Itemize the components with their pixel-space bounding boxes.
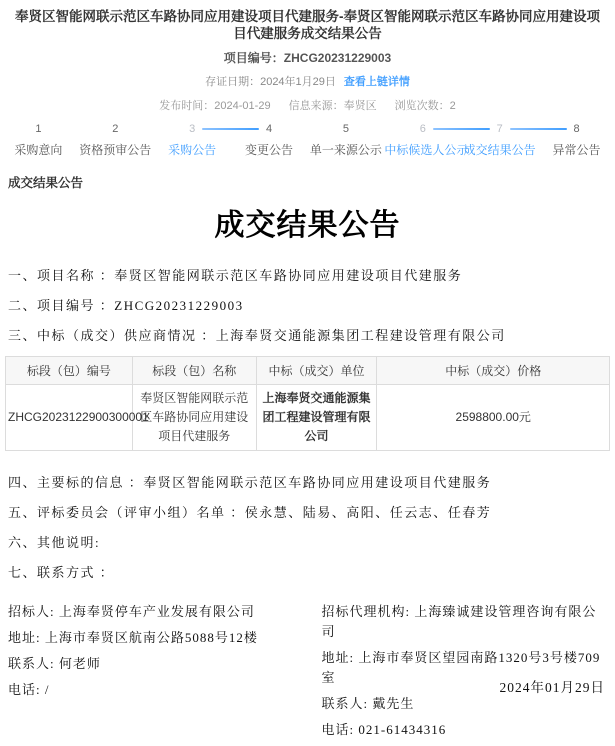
result-table (5, 356, 610, 451)
progress-bar (0, 123, 615, 159)
step-candidate-publicity[interactable]: 6 中标候选人公示 (384, 123, 469, 157)
view-count: 浏览次数：2 (394, 100, 456, 112)
page-title: 奉贤区智能网联示范区车路协同应用建设项目代建服务-奉贤区智能网联示范区车路协同应用建设项目代建服务成交结果公告 (15, 9, 600, 41)
col-header-lot-name: 标段（包）名称 (132, 357, 256, 385)
progress-connector (202, 128, 259, 130)
cert-date: 存证日期：2024年1月29日 (205, 76, 336, 88)
step-prequalification[interactable]: 2 资格预审公告 (79, 123, 152, 157)
col-header-winner: 中标（成交）单位 (256, 357, 377, 385)
step-change-notice[interactable]: 4 变更公告 (245, 123, 294, 157)
item-other-notes: 六、其他说明: (8, 535, 101, 550)
item-project-name: 一、项目名称 ：奉贤区智能网联示范区车路协同应用建设项目代建服务 (8, 268, 463, 283)
page-header (0, 0, 615, 113)
cert-date-line (0, 73, 615, 89)
cell-winner: 上海奉贤交通能源集团工程建设管理有限公司 (256, 385, 377, 451)
agency-contact-block (308, 602, 608, 746)
agency-phone: 电话: 021-61434316 (321, 722, 447, 737)
step-result-announcement[interactable]: 7 成交结果公告 (463, 123, 536, 157)
step-purchase-intent[interactable]: 1 采购意向 (14, 123, 63, 157)
step-single-source[interactable]: 5 单一来源公示 (309, 123, 382, 157)
agency-name: 招标代理机构: 上海臻诚建设管理咨询有限公司 (321, 604, 597, 639)
meta-line (0, 97, 615, 113)
table-header-row (6, 357, 610, 385)
cell-lot-number: ZHCG2023122900300001 (6, 385, 133, 451)
progress-connector (433, 128, 490, 130)
main-title: 成交结果公告 (214, 209, 401, 242)
item-contact-info: 七、联系方式 ： (8, 565, 115, 580)
tenderer-address: 地址: 上海市奉贤区航南公路5088号12楼 (8, 630, 258, 645)
cell-lot-name: 奉贤区智能网联示范区车路协同应用建设项目代建服务 (132, 385, 256, 451)
section-label: 成交结果公告 (8, 176, 84, 190)
tenderer-name: 招标人: 上海奉贤停车产业发展有限公司 (8, 604, 255, 619)
item-evaluation-committee: 五、评标委员会（评审小组）名单 ：侯永慧、陆易、高阳、任云志、任春芳 (8, 505, 492, 520)
contacts-section (0, 602, 615, 746)
step-procurement-notice[interactable]: 3 采购公告 (168, 123, 217, 157)
tenderer-contact-person: 联系人: 何老师 (8, 656, 101, 671)
item-main-subject: 四、主要标的信息 ：奉贤区智能网联示范区车路协同应用建设项目代建服务 (8, 475, 492, 490)
table-row (6, 385, 610, 451)
progress-connector (510, 128, 567, 130)
col-header-price: 中标（成交）价格 (377, 357, 610, 385)
agency-address: 地址: 上海市奉贤区望园南路1320号3号楼709室 (321, 650, 601, 685)
col-header-lot-number: 标段（包）编号 (6, 357, 133, 385)
item-winning-supplier: 三、中标（成交）供应商情况 ：上海奉贤交通能源集团工程建设管理有限公司 (8, 328, 506, 343)
tenderer-phone: 电话: / (8, 682, 50, 697)
document-body-2 (0, 475, 615, 580)
agency-contact-person: 联系人: 戴先生 (321, 696, 415, 711)
publish-time: 发布时间：2024-01-29 (159, 100, 271, 112)
cell-price: 2598800.00元 (377, 385, 610, 451)
announcement-date: 2024年01月29日 (499, 680, 605, 695)
view-chain-link[interactable]: 查看上链详情 (343, 76, 410, 88)
document-body (0, 268, 615, 343)
step-abnormal-notice[interactable]: 8 异常公告 (552, 123, 601, 157)
project-number: 项目编号：ZHCG20231229003 (223, 51, 392, 65)
tenderer-contact-block (8, 602, 308, 746)
item-project-number: 二、项目编号 ：ZHCG20231229003 (8, 298, 244, 313)
info-source: 信息来源：奉贤区 (288, 100, 377, 112)
result-table-wrap (5, 356, 610, 451)
